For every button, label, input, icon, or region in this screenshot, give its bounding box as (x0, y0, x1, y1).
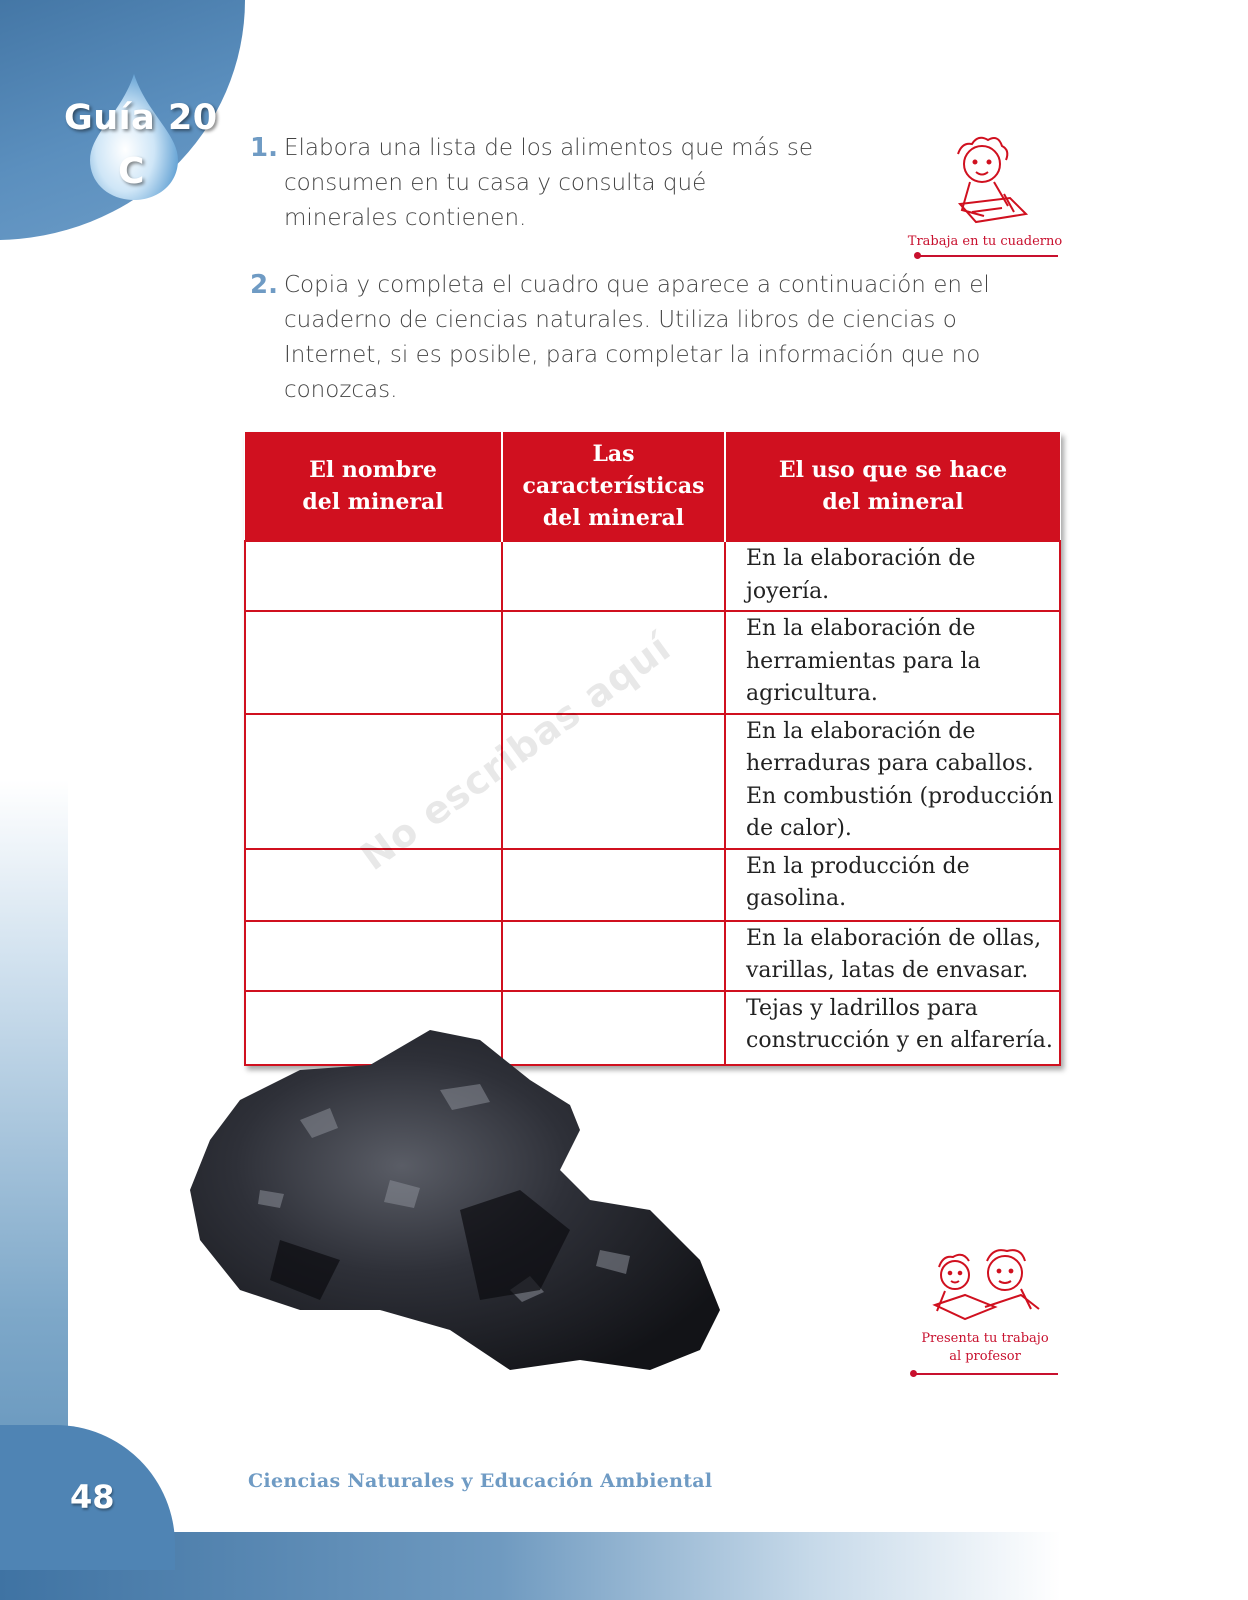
table-row (245, 921, 1060, 991)
footer-subject: Ciencias Naturales y Educación Ambiental (248, 1470, 713, 1492)
characteristics-cell[interactable] (502, 541, 725, 611)
bottom-band (0, 1532, 1248, 1600)
use-cell: En la elaboración de joyería. (725, 541, 1060, 611)
use-cell: En la elaboración de herramientas para la agricultura. (725, 611, 1060, 714)
mineral-name-cell[interactable] (245, 611, 502, 714)
use-cell: En la elaboración de ollas, varillas, latas de envasar. (725, 921, 1060, 991)
page-number: 48 (70, 1478, 115, 1516)
present-badge-dot (910, 1370, 917, 1377)
guide-title: Guía 20 (64, 98, 218, 138)
instruction-1 (250, 131, 820, 236)
mineral-name-cell[interactable] (245, 921, 502, 991)
watermark: No escribas aquí (352, 625, 679, 879)
header-mineral-name: El nombre del mineral (245, 432, 502, 541)
table-row (245, 714, 1060, 849)
instruction-text: Elabora una lista de los alimentos que más se consumen en tu casa y consulta qué minerales contienen. (283, 135, 814, 231)
characteristics-cell[interactable] (502, 921, 725, 991)
instruction-number: 2. (250, 270, 278, 300)
minerals-table (244, 432, 1061, 1066)
kid-writing-icon (940, 132, 1030, 232)
characteristics-cell[interactable] (502, 849, 725, 921)
instruction-text: Copia y completa el cuadro que aparece a continuación en el cuaderno de ciencias naturales. Utiliza libros de ciencias o Internet, si es posible, para completar la información que no conozcas. (283, 272, 990, 403)
instruction-2 (250, 268, 1040, 408)
notebook-badge-label: Trabaja en tu cuaderno (907, 234, 1063, 249)
use-cell: Tejas y ladrillos para construcción y en alfarería. (725, 991, 1060, 1065)
instruction-number: 1. (250, 133, 278, 163)
use-cell: En la producción de gasolina. (725, 849, 1060, 921)
notebook-badge-dot (914, 252, 921, 259)
notebook-badge-line (918, 255, 1058, 257)
header-use: El uso que se hace del mineral (725, 432, 1060, 541)
use-cell: En la elaboración de herraduras para caballos. En combustión (producción de calor). (725, 714, 1060, 849)
present-badge-line (915, 1373, 1058, 1375)
table-row (245, 541, 1060, 611)
table-header-row (245, 432, 1060, 541)
kids-reading-icon (925, 1245, 1045, 1330)
mineral-name-cell[interactable] (245, 541, 502, 611)
guide-letter: C (118, 151, 145, 192)
coal-mineral-image (180, 1010, 735, 1385)
header-characteristics: Las características del mineral (502, 432, 725, 541)
present-badge-label: Presenta tu trabajo al profesor (921, 1331, 1049, 1364)
